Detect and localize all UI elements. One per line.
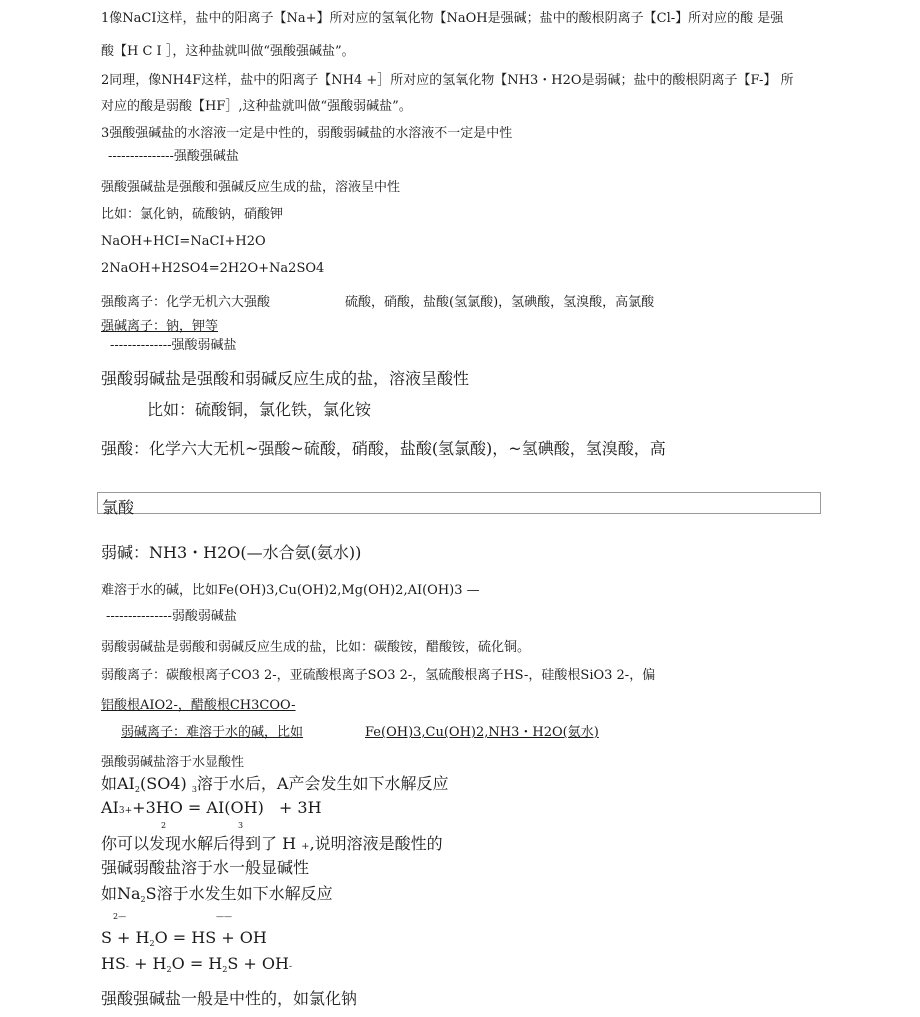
text-line: 弱酸弱碱盐是弱酸和弱碱反应生成的盐，比如：碳酸铵，醋酸铵，硫化铜。	[101, 640, 531, 655]
text-line: 强酸离子：化学无机六大强酸	[101, 295, 271, 310]
text-line: 强酸弱碱盐是强酸和弱碱反应生成的盐，溶液呈酸性	[101, 369, 470, 388]
equation-line: 2NaOH+H2SO4=2H2O+Na2SO4	[101, 261, 325, 276]
text-line: Fe(OH)3,Cu(OH)2,NH3・H2O(氨水)	[365, 725, 599, 740]
charge-mark: 2—	[113, 912, 127, 921]
subscript: 2	[166, 965, 172, 974]
formula-line	[101, 799, 322, 817]
text-line: 你可以发现水解后得到了 H ₊,说明溶液是酸性的	[101, 834, 443, 853]
text-line: 比如：氯化钠，硫酸钠，硝酸钾	[101, 207, 284, 222]
section-heading: ---------------弱酸弱碱盐	[106, 609, 237, 624]
text-line: 难溶于水的碱，比如Fe(OH)3,Cu(OH)2,Mg(OH)2,AI(OH)3 —	[101, 583, 480, 598]
text-fragment: S + H	[101, 928, 150, 947]
charge-mark: ——	[216, 912, 232, 921]
text-fragment: (SO4)	[139, 774, 187, 793]
text-line: 对应的酸是弱酸【HF］,这种盐就叫做“强酸弱碱盐”。	[101, 99, 412, 114]
text-line: 3强酸强碱盐的水溶液一定是中性的，弱酸弱碱盐的水溶液不一定是中性	[101, 126, 513, 141]
subscript: 2	[149, 939, 155, 948]
text-line: 1像NaCI这样，盐中的阳离子【Na+】所对应的氢氧化物【NaOH是强碱；盐中的酸根阴离子【Cl-】所对应的酸 是强	[101, 11, 784, 26]
text-line: 强碱弱酸盐溶于水一般显碱性	[101, 858, 310, 877]
section-heading: --------------强酸弱碱盐	[110, 338, 237, 353]
text-line: 铝酸根AIO2-，醋酸根CH3COO-	[101, 698, 296, 713]
text-fragment: S + OH	[227, 954, 289, 973]
text-fragment: 如AI	[101, 774, 135, 793]
text-line: 强酸强碱盐是强酸和强碱反应生成的盐，溶液呈中性	[101, 180, 401, 195]
subscript: 2	[140, 895, 146, 904]
text-line: 弱酸离子：碳酸根离子CO3 2-，亚硫酸根离子SO3 2-，氢硫酸根离子HS-，硅酸根SiO3 2-，偏	[101, 668, 656, 683]
text-line: 氯酸	[102, 498, 135, 517]
text-line: 弱碱：NH3・H2O(—水合氨(氨水))	[101, 543, 362, 562]
text-line: 比如：硫酸铜，氯化铁，氯化铵	[147, 400, 372, 419]
text-fragment: 如Na	[101, 884, 141, 903]
text-line: 2同理，像NH4F这样，盐中的阳离子【NH4 +］所对应的氢氧化物【NH3・H2O是弱碱；盐中的酸根阴离子【F-】 所	[101, 73, 794, 88]
equation-line	[101, 929, 267, 948]
text-fragment: + 3H	[278, 798, 322, 817]
superscript: -	[288, 962, 293, 972]
text-fragment: O = HS + OH	[154, 928, 267, 947]
formula-line	[101, 885, 333, 904]
section-heading: ---------------强酸强碱盐	[108, 149, 239, 164]
boxed-text-line	[97, 492, 821, 517]
text-line: 强酸：化学六大无机~强酸~硫酸，硝酸，盐酸(氢氯酸)，~氢碘酸，氢溴酸，高	[101, 439, 666, 458]
text-line: 酸【H C I ］，这种盐就叫做“强酸强碱盐”。	[101, 44, 355, 59]
text-fragment: AI	[101, 798, 119, 817]
text-line: 强酸弱碱盐溶于水显酸性	[101, 755, 245, 770]
text-fragment: S溶于水发生如下水解反应	[145, 884, 333, 903]
subscript: 2	[161, 821, 167, 830]
text-fragment: HS	[101, 954, 126, 973]
subscript: 2	[134, 785, 140, 794]
equation-line	[101, 955, 292, 974]
formula-line	[101, 775, 448, 794]
text-fragment: 溶于水后，A产会发生如下水解反应	[196, 774, 449, 793]
text-fragment: O = AI(OH)	[169, 798, 264, 817]
text-fragment: + H	[134, 954, 167, 973]
text-line: 硫酸，硝酸，盐酸(氢氯酸)，氢碘酸，氢溴酸，高氯酸	[345, 295, 655, 310]
text-line: 弱碱离子：难溶于水的碱，比如	[121, 725, 304, 740]
subscript: 3	[191, 785, 197, 794]
text-fragment: +3H	[132, 798, 170, 817]
subscript: 3	[238, 821, 244, 830]
equation-line: NaOH+HCI=NaCI+H2O	[101, 234, 266, 249]
superscript: -	[125, 962, 129, 972]
text-fragment: O = H	[171, 954, 223, 973]
subscript: 2	[222, 965, 228, 974]
superscript: 3+	[118, 806, 133, 816]
text-line: 强碱离子：钠，钾等	[101, 319, 219, 334]
text-line: 强酸强碱盐一般是中性的，如氯化钠	[101, 989, 358, 1008]
